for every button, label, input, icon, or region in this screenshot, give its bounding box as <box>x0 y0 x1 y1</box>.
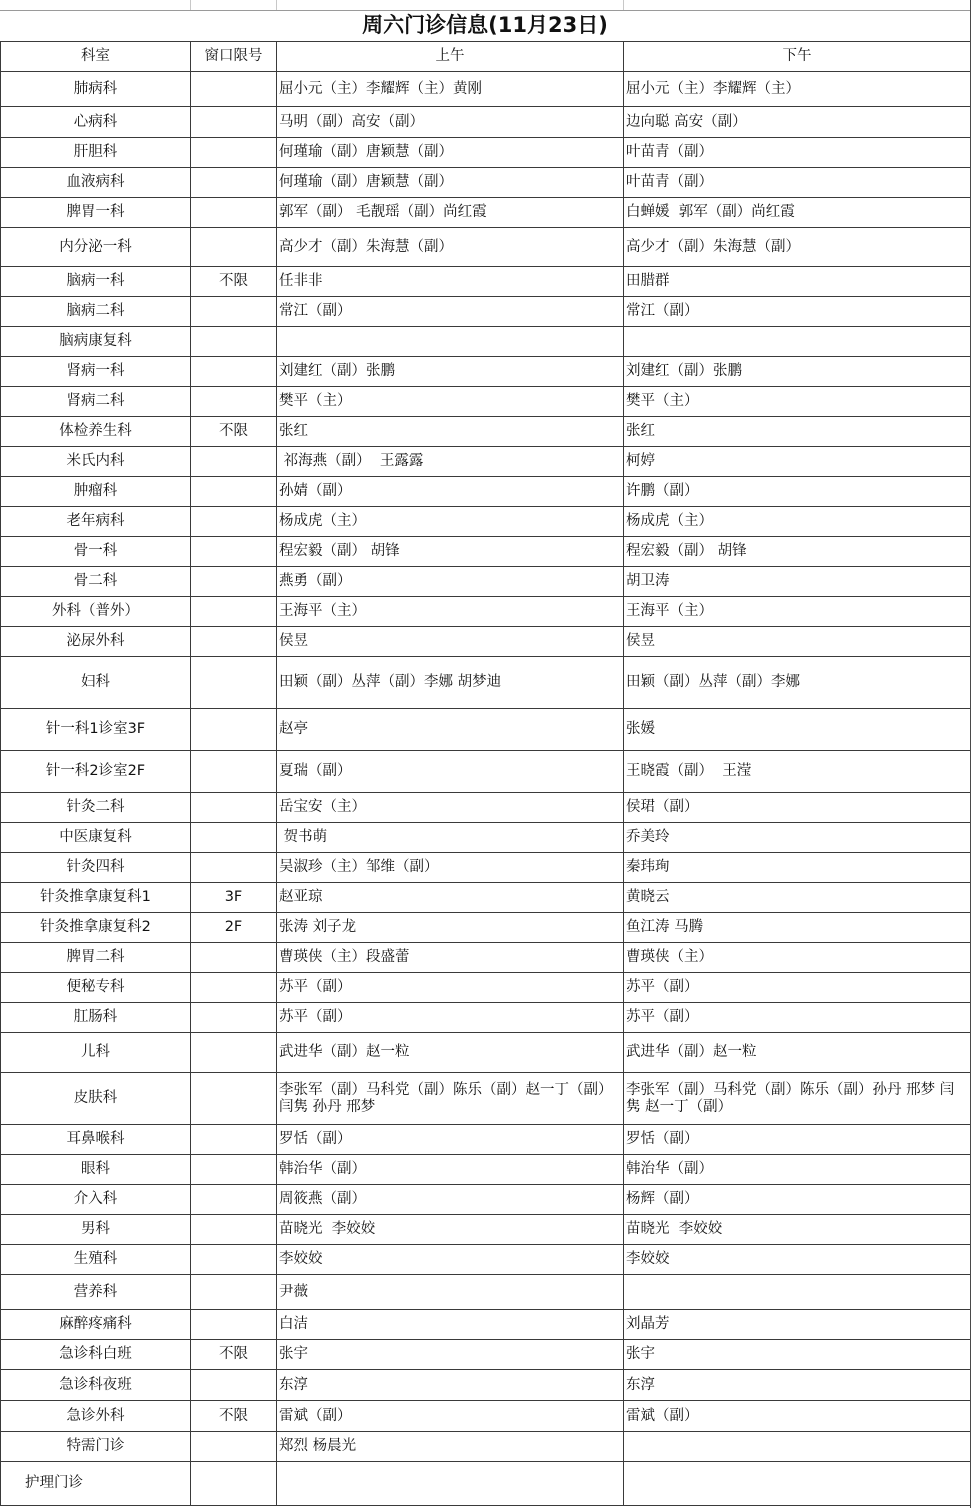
department-cell: 介入科 <box>1 1185 191 1215</box>
morning-doctors-cell: 张红 <box>277 417 624 447</box>
table-row <box>1 107 971 138</box>
afternoon-doctors-cell: 乔美玲 <box>624 823 971 853</box>
morning-doctors-cell: 马明（副）高安（副） <box>277 107 624 138</box>
morning-doctors-cell: 燕勇（副） <box>277 567 624 597</box>
window-limit-cell <box>191 327 277 357</box>
table-row <box>1 72 971 107</box>
department-cell: 皮肤科 <box>1 1073 191 1125</box>
department-cell: 针一科2诊室2F <box>1 751 191 793</box>
department-cell: 泌尿外科 <box>1 627 191 657</box>
window-limit-cell <box>191 1155 277 1185</box>
window-limit-cell <box>191 709 277 751</box>
afternoon-doctors-cell: 屈小元（主）李耀辉（主） <box>624 72 971 107</box>
afternoon-doctors-cell: 鱼江涛 马腾 <box>624 913 971 943</box>
department-cell: 针一科1诊室3F <box>1 709 191 751</box>
department-cell: 老年病科 <box>1 507 191 537</box>
morning-doctors-cell: 王海平（主） <box>277 597 624 627</box>
afternoon-doctors-cell: 杨辉（副） <box>624 1185 971 1215</box>
window-limit-cell <box>191 567 277 597</box>
table-row <box>1 1125 971 1155</box>
table-row <box>1 327 971 357</box>
window-limit-cell <box>191 168 277 198</box>
table-row <box>1 1245 971 1275</box>
department-cell: 妇科 <box>1 657 191 709</box>
morning-doctors-cell: 苏平（副） <box>277 1003 624 1033</box>
morning-doctors-cell: 苗晓光 李姣姣 <box>277 1215 624 1245</box>
afternoon-doctors-cell: 边向聪 高安（副） <box>624 107 971 138</box>
window-limit-cell <box>191 1432 277 1462</box>
department-cell: 急诊科夜班 <box>1 1370 191 1401</box>
window-limit-cell <box>191 793 277 823</box>
morning-doctors-cell: 孙婧（副） <box>277 477 624 507</box>
afternoon-doctors-cell: 杨成虎（主） <box>624 507 971 537</box>
header-afternoon: 下午 <box>624 42 971 72</box>
window-limit-cell <box>191 107 277 138</box>
table-row <box>1 709 971 751</box>
morning-doctors-cell: 任非非 <box>277 267 624 297</box>
morning-doctors-cell: 岳宝安（主） <box>277 793 624 823</box>
table-row <box>1 853 971 883</box>
window-limit-cell <box>191 477 277 507</box>
table-row <box>1 1310 971 1340</box>
afternoon-doctors-cell: 田腊群 <box>624 267 971 297</box>
header-department: 科室 <box>1 42 191 72</box>
window-limit-cell: 不限 <box>191 1340 277 1370</box>
morning-doctors-cell: 何瑾瑜（副）唐颖慧（副） <box>277 138 624 168</box>
window-limit-cell <box>191 1003 277 1033</box>
table-row <box>1 1370 971 1401</box>
table-row <box>1 1275 971 1310</box>
morning-doctors-cell: 杨成虎（主） <box>277 507 624 537</box>
header-morning: 上午 <box>277 42 624 72</box>
department-cell: 针灸四科 <box>1 853 191 883</box>
morning-doctors-cell: 曹瑛侠（主）段盛蕾 <box>277 943 624 973</box>
window-limit-cell <box>191 853 277 883</box>
table-row <box>1 793 971 823</box>
afternoon-doctors-cell: 黄晓云 <box>624 883 971 913</box>
table-row <box>1 447 971 477</box>
table-row <box>1 297 971 327</box>
clinic-schedule-table <box>0 41 971 1506</box>
table-row <box>1 387 971 417</box>
morning-doctors-cell: 程宏毅（副） 胡锋 <box>277 537 624 567</box>
morning-doctors-cell: 李姣姣 <box>277 1245 624 1275</box>
morning-doctors-cell: 郭军（副） 毛靓瑶（副）尚红霞 <box>277 198 624 228</box>
table-row <box>1 751 971 793</box>
morning-doctors-cell: 樊平（主） <box>277 387 624 417</box>
morning-doctors-cell <box>277 1462 624 1506</box>
morning-doctors-cell: 罗恬（副） <box>277 1125 624 1155</box>
morning-doctors-cell: 赵亭 <box>277 709 624 751</box>
table-row <box>1 883 971 913</box>
afternoon-doctors-cell: 东淳 <box>624 1370 971 1401</box>
table-row <box>1 228 971 267</box>
table-row <box>1 1033 971 1073</box>
afternoon-doctors-cell: 罗恬（副） <box>624 1125 971 1155</box>
window-limit-cell: 3F <box>191 883 277 913</box>
window-limit-cell <box>191 657 277 709</box>
window-limit-cell <box>191 973 277 1003</box>
table-row <box>1 943 971 973</box>
morning-doctors-cell: 郑烈 杨晨光 <box>277 1432 624 1462</box>
morning-doctors-cell: 夏瑞（副） <box>277 751 624 793</box>
department-cell: 体检养生科 <box>1 417 191 447</box>
department-cell: 针灸二科 <box>1 793 191 823</box>
window-limit-cell <box>191 1073 277 1125</box>
afternoon-doctors-cell <box>624 1462 971 1506</box>
column-divider <box>276 0 277 10</box>
morning-doctors-cell: 何瑾瑜（副）唐颖慧（副） <box>277 168 624 198</box>
table-row <box>1 477 971 507</box>
window-limit-cell <box>191 537 277 567</box>
window-limit-cell <box>191 627 277 657</box>
department-cell: 急诊外科 <box>1 1401 191 1432</box>
table-row <box>1 657 971 709</box>
afternoon-doctors-cell: 王晓霞（副） 王滢 <box>624 751 971 793</box>
afternoon-doctors-cell: 田颖（副）丛萍（副）李娜 <box>624 657 971 709</box>
department-cell: 针灸推拿康复科2 <box>1 913 191 943</box>
window-limit-cell: 不限 <box>191 267 277 297</box>
department-cell: 护理门诊 <box>1 1462 191 1506</box>
morning-doctors-cell: 赵亚琼 <box>277 883 624 913</box>
window-limit-cell <box>191 1125 277 1155</box>
morning-doctors-cell: 吴淑珍（主）邹维（副） <box>277 853 624 883</box>
afternoon-doctors-cell: 李姣姣 <box>624 1245 971 1275</box>
morning-doctors-cell: 田颖（副）丛萍（副）李娜 胡梦迪 <box>277 657 624 709</box>
morning-doctors-cell: 高少才（副）朱海慧（副） <box>277 228 624 267</box>
morning-doctors-cell: 白洁 <box>277 1310 624 1340</box>
window-limit-cell: 不限 <box>191 1401 277 1432</box>
window-limit-cell <box>191 1185 277 1215</box>
afternoon-doctors-cell: 李张军（副）马科党（副）陈乐（副）孙丹 邢梦 闫隽 赵一丁（副） <box>624 1073 971 1125</box>
table-row <box>1 168 971 198</box>
afternoon-doctors-cell: 苏平（副） <box>624 1003 971 1033</box>
table-row <box>1 913 971 943</box>
department-cell: 生殖科 <box>1 1245 191 1275</box>
morning-doctors-cell: 侯昱 <box>277 627 624 657</box>
window-limit-cell <box>191 357 277 387</box>
afternoon-doctors-cell: 高少才（副）朱海慧（副） <box>624 228 971 267</box>
morning-doctors-cell: 苏平（副） <box>277 973 624 1003</box>
morning-doctors-cell: 张宇 <box>277 1340 624 1370</box>
department-cell: 血液病科 <box>1 168 191 198</box>
morning-doctors-cell: 贺书萌 <box>277 823 624 853</box>
afternoon-doctors-cell: 侯珺（副） <box>624 793 971 823</box>
table-row <box>1 627 971 657</box>
morning-doctors-cell: 武进华（副）赵一粒 <box>277 1033 624 1073</box>
table-row <box>1 267 971 297</box>
department-cell: 中医康复科 <box>1 823 191 853</box>
department-cell: 肿瘤科 <box>1 477 191 507</box>
department-cell: 外科（普外） <box>1 597 191 627</box>
window-limit-cell <box>191 1245 277 1275</box>
window-limit-cell <box>191 1462 277 1506</box>
window-limit-cell <box>191 751 277 793</box>
department-cell: 脑病康复科 <box>1 327 191 357</box>
window-limit-cell <box>191 1215 277 1245</box>
morning-doctors-cell: 雷斌（副） <box>277 1401 624 1432</box>
afternoon-doctors-cell: 武进华（副）赵一粒 <box>624 1033 971 1073</box>
department-cell: 肺病科 <box>1 72 191 107</box>
department-cell: 肾病二科 <box>1 387 191 417</box>
table-row <box>1 417 971 447</box>
department-cell: 耳鼻喉科 <box>1 1125 191 1155</box>
department-cell: 肾病一科 <box>1 357 191 387</box>
window-limit-cell <box>191 943 277 973</box>
morning-doctors-cell: 李张军（副）马科党（副）陈乐（副）赵一丁（副）闫隽 孙丹 邢梦 <box>277 1073 624 1125</box>
table-row <box>1 1185 971 1215</box>
table-row <box>1 357 971 387</box>
table-row <box>1 1003 971 1033</box>
window-limit-cell <box>191 507 277 537</box>
window-limit-cell: 不限 <box>191 417 277 447</box>
afternoon-doctors-cell: 苏平（副） <box>624 973 971 1003</box>
afternoon-doctors-cell: 常江（副） <box>624 297 971 327</box>
window-limit-cell <box>191 823 277 853</box>
afternoon-doctors-cell: 许鹏（副） <box>624 477 971 507</box>
window-limit-cell <box>191 1370 277 1401</box>
department-cell: 麻醉疼痛科 <box>1 1310 191 1340</box>
afternoon-doctors-cell: 刘晶芳 <box>624 1310 971 1340</box>
morning-doctors-cell: 常江（副） <box>277 297 624 327</box>
window-limit-cell <box>191 1033 277 1073</box>
afternoon-doctors-cell: 雷斌（副） <box>624 1401 971 1432</box>
afternoon-doctors-cell: 柯婷 <box>624 447 971 477</box>
table-row <box>1 507 971 537</box>
afternoon-doctors-cell: 刘建红（副）张鹏 <box>624 357 971 387</box>
department-cell: 米氏内科 <box>1 447 191 477</box>
window-limit-cell <box>191 198 277 228</box>
afternoon-doctors-cell: 张宇 <box>624 1340 971 1370</box>
table-row <box>1 198 971 228</box>
afternoon-doctors-cell: 张媛 <box>624 709 971 751</box>
afternoon-doctors-cell: 苗晓光 李姣姣 <box>624 1215 971 1245</box>
afternoon-doctors-cell: 叶苗青（副） <box>624 138 971 168</box>
sheet-right-edge <box>970 0 971 1508</box>
table-row <box>1 1340 971 1370</box>
afternoon-doctors-cell: 叶苗青（副） <box>624 168 971 198</box>
window-limit-cell <box>191 1310 277 1340</box>
table-row <box>1 1215 971 1245</box>
table-row <box>1 138 971 168</box>
department-cell: 儿科 <box>1 1033 191 1073</box>
afternoon-doctors-cell: 张红 <box>624 417 971 447</box>
table-row <box>1 1073 971 1125</box>
department-cell: 脑病一科 <box>1 267 191 297</box>
morning-doctors-cell: 刘建红（副）张鹏 <box>277 357 624 387</box>
afternoon-doctors-cell: 程宏毅（副） 胡锋 <box>624 537 971 567</box>
window-limit-cell <box>191 387 277 417</box>
window-limit-cell <box>191 447 277 477</box>
table-row <box>1 1432 971 1462</box>
morning-doctors-cell: 韩治华（副） <box>277 1155 624 1185</box>
window-limit-cell <box>191 72 277 107</box>
afternoon-doctors-cell: 韩治华（副） <box>624 1155 971 1185</box>
morning-doctors-cell: 周筱燕（副） <box>277 1185 624 1215</box>
table-row <box>1 823 971 853</box>
window-limit-cell <box>191 1275 277 1310</box>
department-cell: 便秘专科 <box>1 973 191 1003</box>
department-cell: 内分泌一科 <box>1 228 191 267</box>
table-row <box>1 537 971 567</box>
table-row <box>1 567 971 597</box>
header-row <box>1 42 971 72</box>
column-divider <box>190 0 191 10</box>
afternoon-doctors-cell: 秦玮珣 <box>624 853 971 883</box>
window-limit-cell <box>191 297 277 327</box>
department-cell: 心病科 <box>1 107 191 138</box>
table-row <box>1 1155 971 1185</box>
afternoon-doctors-cell <box>624 1275 971 1310</box>
window-limit-cell <box>191 228 277 267</box>
morning-doctors-cell: 东淳 <box>277 1370 624 1401</box>
table-body <box>1 42 971 1506</box>
header-window-limit: 窗口限号 <box>191 42 277 72</box>
morning-doctors-cell: 祁海燕（副） 王露露 <box>277 447 624 477</box>
page-title: 周六门诊信息(11月23日) <box>362 13 608 37</box>
afternoon-doctors-cell <box>624 327 971 357</box>
department-cell: 特需门诊 <box>1 1432 191 1462</box>
department-cell: 针灸推拿康复科1 <box>1 883 191 913</box>
department-cell: 骨二科 <box>1 567 191 597</box>
table-row <box>1 973 971 1003</box>
window-limit-cell <box>191 597 277 627</box>
department-cell: 急诊科白班 <box>1 1340 191 1370</box>
department-cell: 肛肠科 <box>1 1003 191 1033</box>
table-row <box>1 1462 971 1506</box>
department-cell: 眼科 <box>1 1155 191 1185</box>
department-cell: 营养科 <box>1 1275 191 1310</box>
afternoon-doctors-cell: 白蝉媛 郭军（副）尚红霞 <box>624 198 971 228</box>
department-cell: 脾胃二科 <box>1 943 191 973</box>
afternoon-doctors-cell: 曹瑛侠（主） <box>624 943 971 973</box>
department-cell: 骨一科 <box>1 537 191 567</box>
window-limit-cell <box>191 138 277 168</box>
table-row <box>1 597 971 627</box>
afternoon-doctors-cell: 侯昱 <box>624 627 971 657</box>
morning-doctors-cell <box>277 327 624 357</box>
department-cell: 脑病二科 <box>1 297 191 327</box>
department-cell: 男科 <box>1 1215 191 1245</box>
afternoon-doctors-cell <box>624 1432 971 1462</box>
table-row <box>1 1401 971 1432</box>
window-limit-cell: 2F <box>191 913 277 943</box>
afternoon-doctors-cell: 胡卫涛 <box>624 567 971 597</box>
department-cell: 肝胆科 <box>1 138 191 168</box>
morning-doctors-cell: 张涛 刘子龙 <box>277 913 624 943</box>
morning-doctors-cell: 屈小元（主）李耀辉（主）黄刚 <box>277 72 624 107</box>
column-divider <box>623 0 624 10</box>
department-cell: 脾胃一科 <box>1 198 191 228</box>
afternoon-doctors-cell: 樊平（主） <box>624 387 971 417</box>
morning-doctors-cell: 尹薇 <box>277 1275 624 1310</box>
afternoon-doctors-cell: 王海平（主） <box>624 597 971 627</box>
